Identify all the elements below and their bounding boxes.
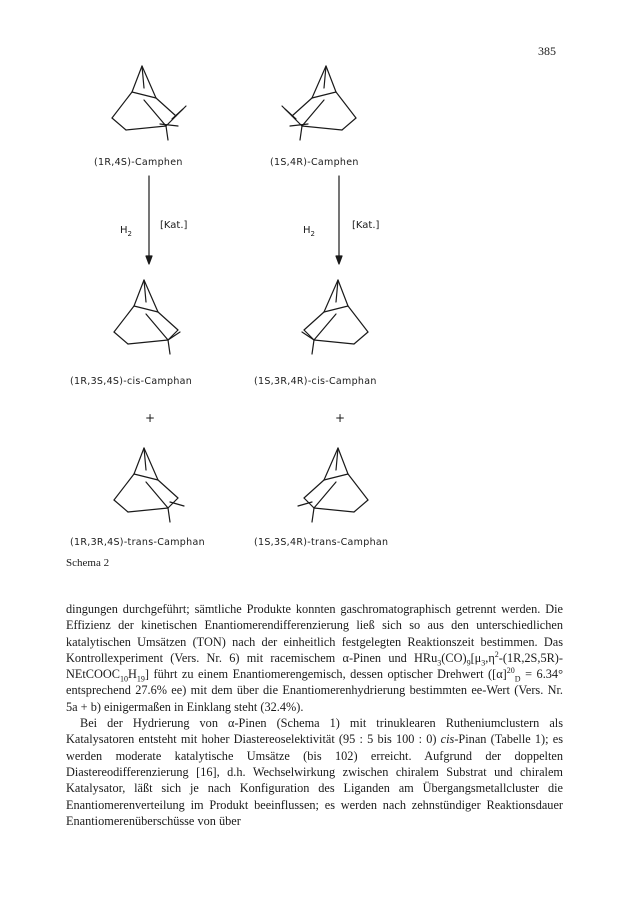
trans-camphan-1s3s4r-structure [298, 448, 368, 522]
reagent-h2-right: $H_2$ [303, 225, 315, 238]
body-text [66, 601, 563, 829]
plus-sign-right: + [335, 411, 346, 425]
paragraph-2: Bei der Hydrierung von α-Pinen (Schema 1) mit trinuklearen Rutheniumclustern als Katalysatoren entsteht mit hoher Diastereoselektivität (95 : 5 bis 100 : 0) cis-Pinan (Tabelle 1); es werden moderate katalytische Umsätze (bis 102) erreicht. Aufgrund der doppelten Diastereodifferenzierung [16], d.h. Wechselwirkung zwischen chiralem Substrat und chiralem Katalysator, läßt sich je nach Konfiguration des Liganden am Übergangsmetallcluster die Enantiomerenverteilung im Produkt beeinflussen; es werden nach zehnstündiger Reaktionsdauer Enantiomerenüberschüsse von über [66, 716, 563, 828]
cis-camphan-1r3s4s-structure [114, 280, 180, 354]
page-number: 385 [538, 44, 556, 58]
label-camphen-1r4s: (1R,4S)-Camphen [94, 157, 183, 168]
paragraph-1: dingungen durchgeführt; sämtliche Produkte konnten gaschromatographisch getrennt werden. Die Effizienz der kinetischen Enantiomerendifferenzierung ließ sich so aus den unterschiedlichen katalytischen Umsätzen (TON) nach der einheitlich festgelegten Reaktionszeit bestimmen. Das Kontrollexperiment (Vers. Nr. 6) mit racemischem α-Pinen und $HRu_3(CO)_9[\mu_3,\eta^2-(1R,2S,5R)-NEtCOOC_{10}H_{19}]$ führt zu einem Enantiomerengemisch, dessen optischer Drehwert ($[\alpha]^{20}_D = 6.34^\circ$ entsprechend 27.6% ee) mit dem über die Enantiomerenhydrierung bestimmten ee-Wert (Vers. Nr. 5a + b) einigermaßen in Einklang steht (32.4%). [66, 602, 563, 714]
hydrogenation-arrow-left [146, 176, 152, 264]
catalyst-label-left: [Kat.] [160, 220, 188, 231]
reagent-h2-left: $H_2$ [120, 225, 132, 238]
trans-camphan-1r3r4s-structure [114, 448, 184, 522]
label-cis-camphan-2: (1S,3R,4R)-cis-Camphan [254, 376, 377, 387]
camphen-1s4r-structure [282, 66, 356, 140]
label-camphen-1s4r: (1S,4R)-Camphen [270, 157, 359, 168]
label-cis-camphan-1: (1R,3S,4S)-cis-Camphan [70, 376, 193, 387]
catalyst-label-right: [Kat.] [352, 220, 380, 231]
cis-camphan-1s3r4r-structure [302, 280, 368, 354]
label-trans-camphan-1: (1R,3R,4S)-trans-Camphan [70, 537, 205, 548]
hydrogenation-arrow-right [336, 176, 342, 264]
scheme-caption: Schema 2 [66, 557, 110, 569]
camphen-1r4s-structure [112, 66, 186, 140]
plus-sign-left: + [145, 411, 156, 425]
label-trans-camphan-2: (1S,3S,4R)-trans-Camphan [254, 537, 389, 548]
